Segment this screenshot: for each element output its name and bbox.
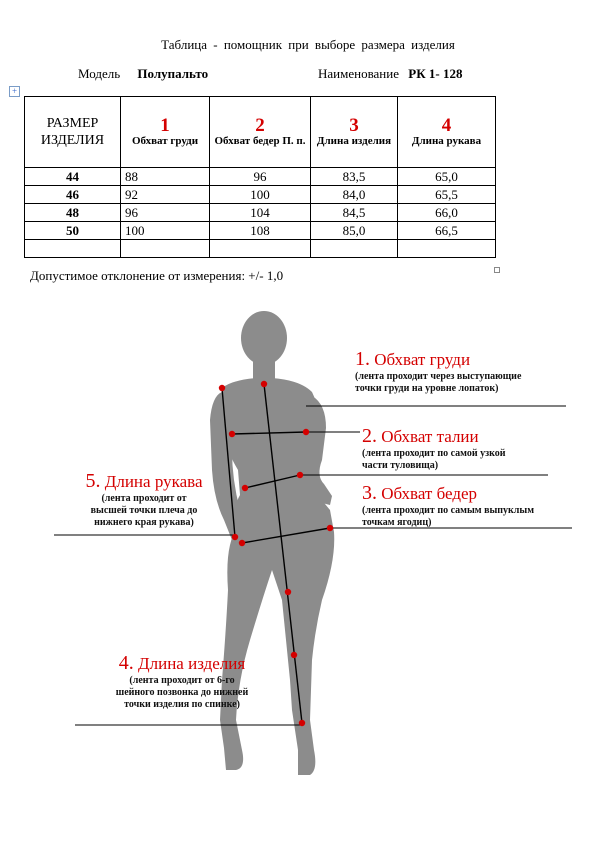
table-row <box>25 186 496 204</box>
name-line <box>318 66 462 82</box>
measurement-figure <box>0 300 616 839</box>
cell-sleeve: 65,5 <box>398 186 496 204</box>
cell-length: 85,0 <box>311 222 398 240</box>
cell-length: 83,5 <box>311 168 398 186</box>
table-resize-handle-icon[interactable] <box>494 267 500 273</box>
tolerance-note: Допустимое отклонение от измерения: +/- 1,0 <box>30 268 284 283</box>
cell-size: 50 <box>25 222 121 240</box>
size-table <box>24 96 496 258</box>
cell-sleeve: 65,0 <box>398 168 496 186</box>
cell-size: 46 <box>25 186 121 204</box>
col-header-sleeve: 4 Длина рукава <box>398 97 496 168</box>
model-value: Полупальто <box>137 66 209 81</box>
cell-size <box>25 240 121 258</box>
label-sleeve: 5. Длина рукава (лента проходит от высшей точки плеча до нижнего края рукава) <box>85 470 203 528</box>
cell-hips: 108 <box>210 222 311 240</box>
label-waist: 2. Обхват талии (лента проходит по самой узкой части туловища) <box>362 425 506 471</box>
col-header-size: РАЗМЕР ИЗДЕЛИЯ <box>25 97 121 168</box>
col-header-length: 3 Длина изделия <box>311 97 398 168</box>
table-row <box>25 240 496 258</box>
cell-length: 84,0 <box>311 186 398 204</box>
page-title: Таблица - помощник при выборе размера изделия <box>161 37 455 52</box>
table-row <box>25 168 496 186</box>
col-header-chest: 1 Обхват груди <box>121 97 210 168</box>
silhouette-illustration <box>0 300 616 839</box>
cell-hips: 100 <box>210 186 311 204</box>
cell-sleeve: 66,0 <box>398 204 496 222</box>
cell-chest <box>121 240 210 258</box>
name-value: РК 1- 128 <box>408 66 463 81</box>
table-header-row <box>25 97 496 168</box>
cell-hips <box>210 240 311 258</box>
cell-hips: 104 <box>210 204 311 222</box>
label-hips: 3. Обхват бедер (лента проходит по самым выпуклым точкам ягодиц) <box>362 482 535 528</box>
cell-length <box>311 240 398 258</box>
table-row <box>25 204 496 222</box>
model-label: Модель <box>78 66 121 81</box>
cell-chest: 92 <box>121 186 210 204</box>
label-chest: 1. Обхват груди (лента проходит через выступающие точки груди на уровне лопаток) <box>355 348 522 394</box>
label-length: 4. Длина изделия (лента проходит от 6-го шейного позвонка до нижней точки изделия по спинке) <box>115 652 249 710</box>
table-row <box>25 222 496 240</box>
col-header-hips: 2 Обхват бедер П. п. <box>210 97 311 168</box>
cell-size: 48 <box>25 204 121 222</box>
cell-size: 44 <box>25 168 121 186</box>
cell-sleeve: 66,5 <box>398 222 496 240</box>
model-line <box>78 66 208 82</box>
name-label: Наименование <box>318 66 399 81</box>
cell-sleeve <box>398 240 496 258</box>
cell-chest: 100 <box>121 222 210 240</box>
cell-length: 84,5 <box>311 204 398 222</box>
cell-chest: 96 <box>121 204 210 222</box>
cell-chest: 88 <box>121 168 210 186</box>
cell-hips: 96 <box>210 168 311 186</box>
table-move-handle-icon[interactable]: + <box>9 86 20 97</box>
